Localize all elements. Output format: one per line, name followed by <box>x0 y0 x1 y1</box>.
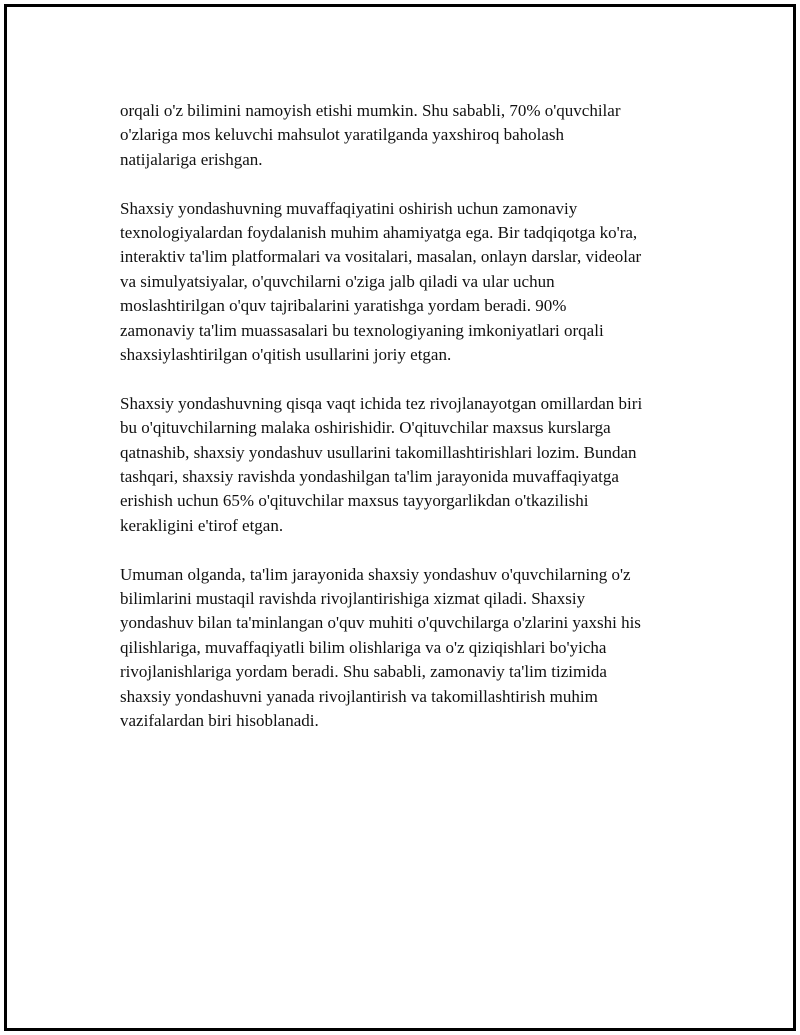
paragraph-3: Shaxsiy yondashuvning qisqa vaqt ichida tez rivojlanayotgan omillardan biri bu o'qituvchilarning malaka oshirishidir. O'qituvchilar maxsus kurslarga qatnashib, shaxsiy yondashuv usullarini takomillashtirishlari lozim. Bundan tashqari, shaxsiy ravishda yondashilgan ta'lim jarayonida muvaffaqiyatga erishish uchun 65% o'qituvchilar maxsus tayyorgarlikdan o'tkazilishi kerakligini e'tirof etgan. <box>120 393 643 535</box>
paragraph-2: Shaxsiy yondashuvning muvaffaqiyatini oshirish uchun zamonaviy texnologiyalardan foydalanish muhim ahamiyatga ega. Bir tadqiqotga ko'ra, interaktiv ta'lim platformalari va vositalari, masalan, onlayn darslar, videolar va simulyatsiyalar, o'quvchilarni o'ziga jalb qiladi va ular uchun moslashtirilgan o'quv tajribalarini yaratishga yordam beradi. 90% zamonaviy ta'lim muassasalari bu texnologiyaning imkoniyatlari orqali shaxsiylashtirilgan o'qitish usullarini joriy etgan. <box>120 198 642 365</box>
document-body <box>120 99 700 758</box>
paragraph-4: Umuman olganda, ta'lim jarayonida shaxsiy yondashuv o'quvchilarning o'z bilimlarini mustaqil ravishda rivojlantirishiga xizmat qiladi. Shaxsiy yondashuv bilan ta'minlangan o'quv muhiti o'quvchilarga o'zlarini yaxshi his qilishlariga, muvaffaqiyatli bilim olishlariga va o'z qiziqishlari bo'yicha rivojlanishlariga yordam beradi. Shu sababli, zamonaviy ta'lim tizimida shaxsiy yondashuvni yanada rivojlantirish va takomillashtirish muhim vazifalardan biri hisoblanadi. <box>120 564 641 731</box>
paragraph-1: orqali o'z bilimini namoyish etishi mumkin. Shu sababli, 70% o'quvchilar o'zlariga mos keluvchi mahsulot yaratilganda yaxshiroq baholash natijalariga erishgan. <box>120 101 621 169</box>
page-frame <box>4 4 796 1031</box>
